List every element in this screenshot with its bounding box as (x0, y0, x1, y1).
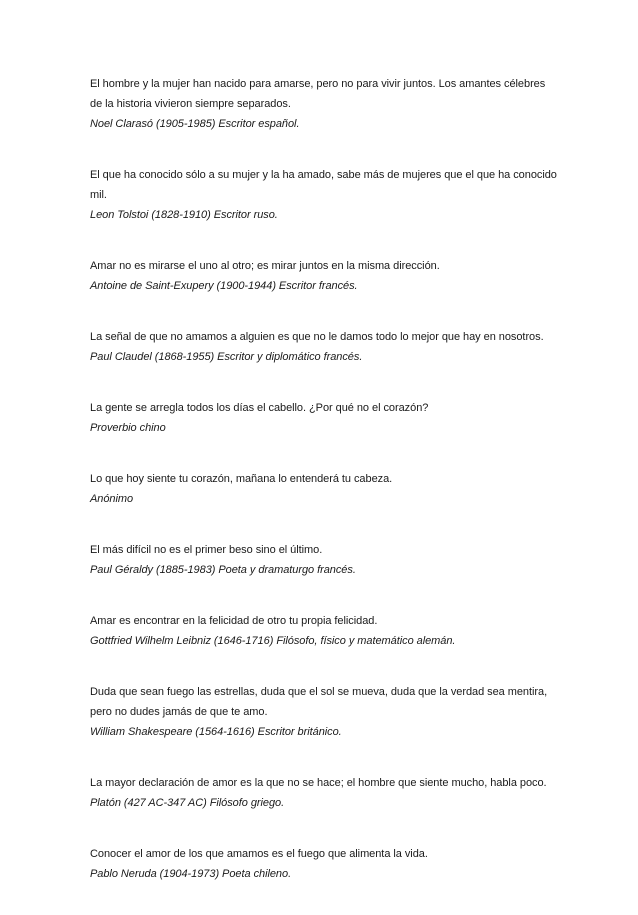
quote-author: Antoine de Saint-Exupery (1900-1944) Escritor francés. (90, 280, 358, 292)
quote-text: La mayor declaración de amor es la que no se hace; el hombre que siente mucho, habla poco. (90, 777, 547, 789)
quote-author: Pablo Neruda (1904-1973) Poeta chileno. (90, 868, 292, 880)
quote-author: Anónimo (90, 493, 134, 505)
quote-item (90, 469, 560, 509)
quote-text: El hombre y la mujer han nacido para amarse, pero no para vivir juntos. Los amantes célebres de la historia vivieron siempre separados. (90, 78, 546, 110)
quotes-list (90, 74, 560, 915)
quote-item (90, 773, 560, 813)
quote-text: La señal de que no amamos a alguien es que no le damos todo lo mejor que hay en nosotros. (90, 331, 544, 343)
quote-item (90, 398, 560, 438)
quote-author: Leon Tolstoi (1828-1910) Escritor ruso. (90, 209, 278, 221)
quote-item (90, 611, 560, 651)
quote-text: Duda que sean fuego las estrellas, duda que el sol se mueva, duda que la verdad sea mentira, pero no dudes jamás de que te amo. (90, 686, 548, 718)
quote-author: Noel Clarasó (1905-1985) Escritor español. (90, 118, 300, 130)
quote-text: Lo que hoy siente tu corazón, mañana lo entenderá tu cabeza. (90, 473, 393, 485)
quote-author: Gottfried Wilhelm Leibniz (1646-1716) Filósofo, físico y matemático alemán. (90, 635, 456, 647)
quote-item (90, 327, 560, 367)
quote-author: Proverbio chino (90, 422, 166, 434)
quote-item (90, 256, 560, 296)
quote-item (90, 74, 560, 134)
quote-author: Paul Claudel (1868-1955) Escritor y diplomático francés. (90, 351, 363, 363)
quote-text: El más difícil no es el primer beso sino el último. (90, 544, 323, 556)
quote-author: Paul Géraldy (1885-1983) Poeta y dramaturgo francés. (90, 564, 356, 576)
quote-author: William Shakespeare (1564-1616) Escritor británico. (90, 726, 342, 738)
quote-item (90, 165, 560, 225)
quote-text: Amar es encontrar en la felicidad de otro tu propia felicidad. (90, 615, 378, 627)
quote-item (90, 540, 560, 580)
quote-text: Conocer el amor de los que amamos es el fuego que alimenta la vida. (90, 848, 428, 860)
quote-item (90, 844, 560, 884)
quote-text: Amar no es mirarse el uno al otro; es mirar juntos en la misma dirección. (90, 260, 440, 272)
quote-item (90, 682, 560, 742)
quote-author: Platón (427 AC-347 AC) Filósofo griego. (90, 797, 285, 809)
quote-text: El que ha conocido sólo a su mujer y la ha amado, sabe más de mujeres que el que ha conocido mil. (90, 169, 557, 201)
quote-text: La gente se arregla todos los días el cabello. ¿Por qué no el corazón? (90, 402, 429, 414)
